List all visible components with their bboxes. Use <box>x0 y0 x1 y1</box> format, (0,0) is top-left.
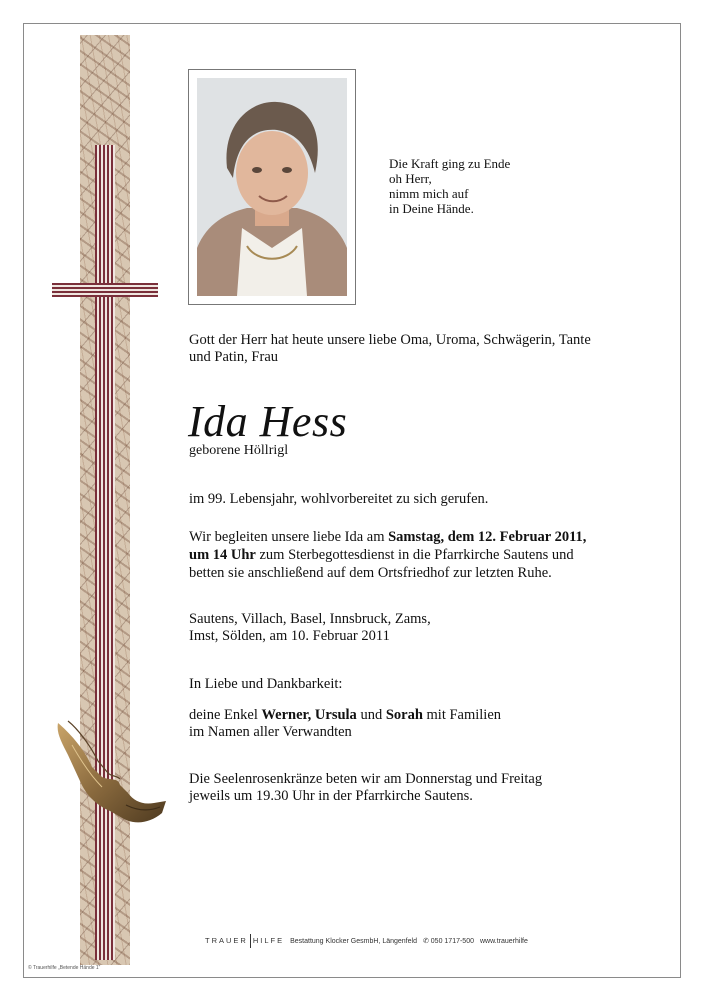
footer <box>205 934 528 948</box>
intro-line: Gott der Herr hat heute unsere liebe Oma, Uroma, Schwägerin, Tante <box>189 332 591 348</box>
maiden-name: geborene Höllrigl <box>189 443 289 458</box>
funeral-text: Wir begleiten unsere liebe Ida am <box>189 529 389 545</box>
footer-company: Bestattung Klocker GesmbH, Längenfeld <box>290 937 417 945</box>
family-text: deine Enkel <box>189 707 262 723</box>
family-line-1 <box>189 706 501 724</box>
footer-phone: ✆ 050 1717-500 <box>422 938 474 945</box>
funeral-date: Samstag, dem 12. Februar 2011, <box>388 529 587 545</box>
copyright-note: © Trauerhilfe „Betende Hände 1“ <box>28 965 101 971</box>
family-name: Sorah <box>385 707 423 723</box>
funeral-line-1 <box>189 528 586 546</box>
portrait-photo <box>197 78 347 296</box>
rosary-line: jeweils um 19.30 Uhr in der Pfarrkirche Sautens. <box>189 788 473 804</box>
logo-divider <box>250 934 251 948</box>
intro-line: und Patin, Frau <box>189 349 279 365</box>
rosary-line: Die Seelenrosenkränze beten wir am Donnerstag und Freitag <box>189 771 543 787</box>
love-line: In Liebe und Dankbarkeit: <box>189 676 343 692</box>
logo-text: TRAUER <box>205 935 248 945</box>
deceased-name: Ida Hess <box>188 397 348 446</box>
family-text: und <box>356 707 386 723</box>
footer-logo <box>205 934 284 948</box>
age-line: im 99. Lebensjahr, wohlvorbereitet zu sich gerufen. <box>189 491 489 507</box>
place-line: Sautens, Villach, Basel, Innsbruck, Zams, <box>189 611 431 627</box>
funeral-line-2 <box>189 546 574 564</box>
poem-line: Die Kraft ging zu Ende <box>389 156 511 171</box>
poem-line: in Deine Hände. <box>389 201 474 216</box>
poem-line: nimm mich auf <box>389 186 469 201</box>
funeral-time: um 14 Uhr <box>189 547 256 563</box>
family-line-2: im Namen aller Verwandten <box>189 724 352 740</box>
portrait-frame <box>188 69 356 305</box>
family-names: Werner, Ursula <box>261 707 357 723</box>
footer-web: www.trauerhilfe <box>480 937 528 945</box>
praying-hands-icon <box>50 715 170 830</box>
funeral-line-3: betten sie anschließend auf dem Ortsfriedhof zur letzten Ruhe. <box>189 565 552 581</box>
place-date-line: Imst, Sölden, am 10. Februar 2011 <box>189 628 390 644</box>
funeral-text: zum Sterbegottesdienst in die Pfarrkirche Sautens und <box>255 547 574 563</box>
poem-line: oh Herr, <box>389 171 432 186</box>
family-text: mit Familien <box>422 707 502 723</box>
poem <box>389 156 510 216</box>
logo-text: HILFE <box>252 935 285 945</box>
cross-horizontal-bar <box>52 283 158 297</box>
cross-vertical-bar <box>95 145 115 960</box>
